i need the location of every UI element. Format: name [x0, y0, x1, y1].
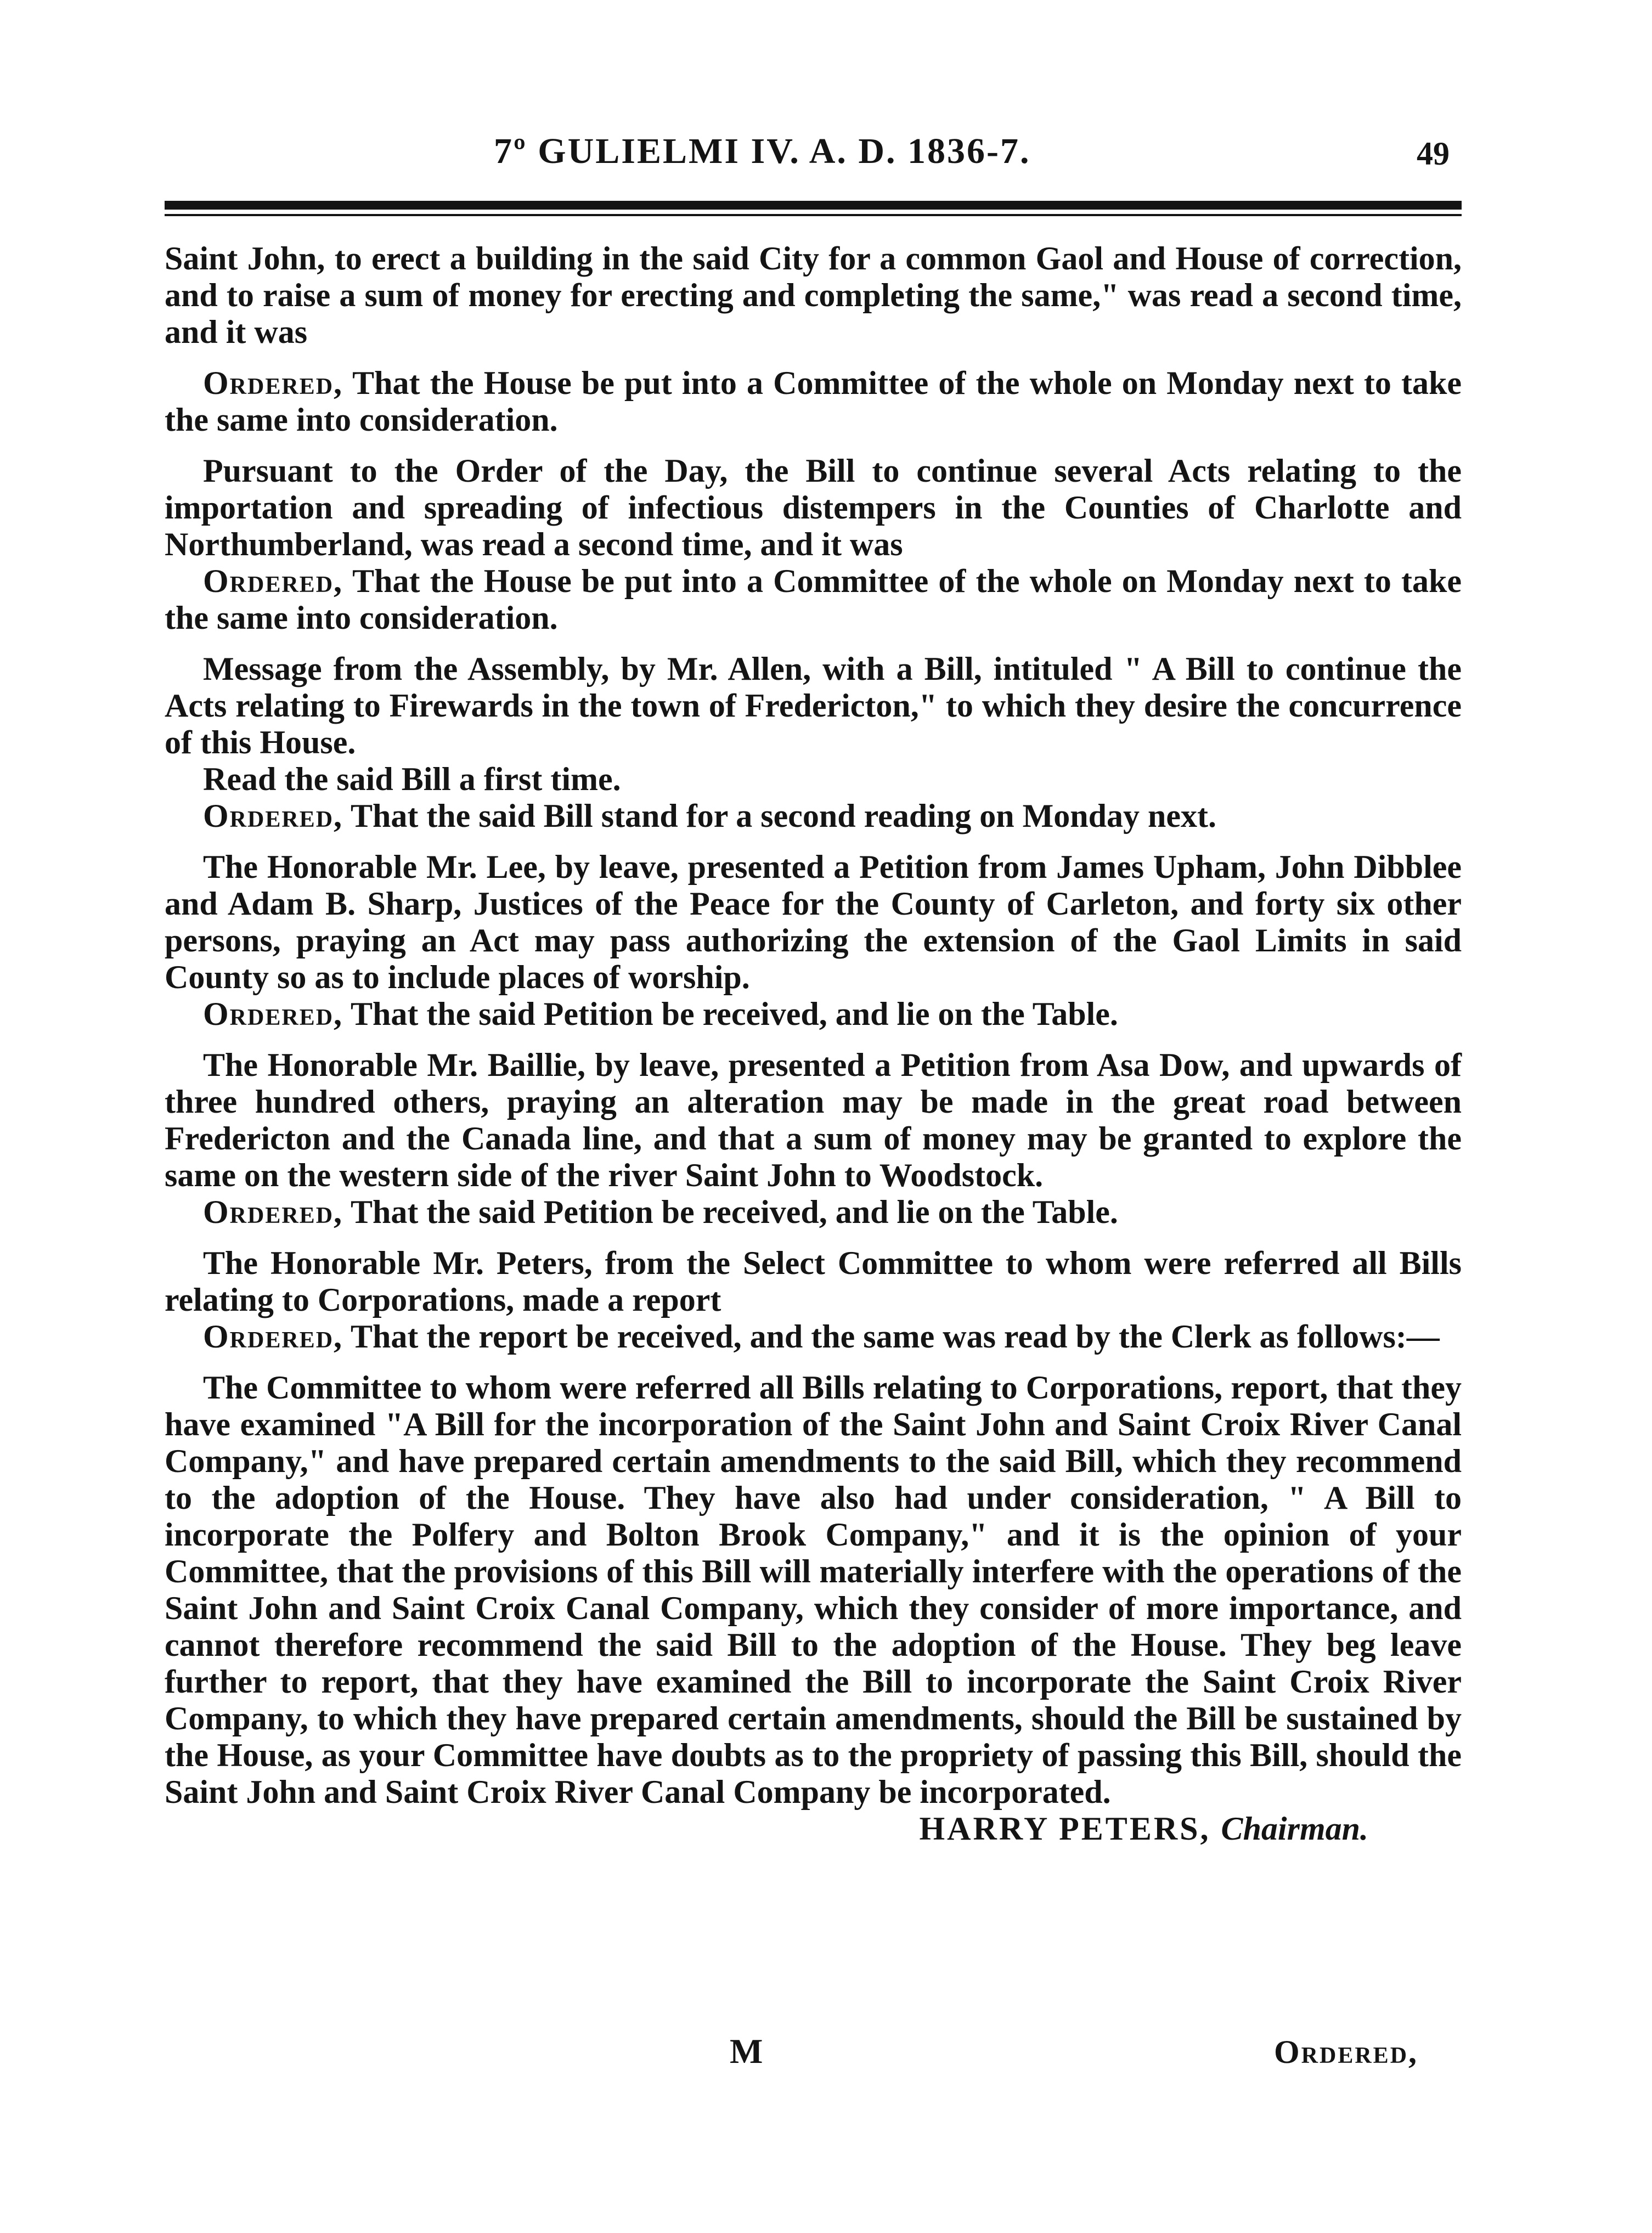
running-title: 7º GULIELMI IV. A. D. 1836-7. [494, 131, 1031, 171]
paragraph-baillie-petition [165, 1047, 1462, 1194]
order-distempers-bill [165, 563, 1462, 636]
order-text: That the said Petition be received, and lie on the Table. [343, 1194, 1118, 1230]
signatory-name: HARRY PETERS, [919, 1811, 1211, 1847]
paragraph-text: Message from the Assembly, by Mr. Allen, with a Bill, intituled " A Bill to continue the Acts relating to Firewards in the town of Fredericton," to which they desire the concurrence of this House. [165, 651, 1462, 760]
paragraph-lee-petition [165, 849, 1462, 996]
signature-mark: M [730, 2032, 763, 2071]
ordered-word: Ordered, [203, 798, 343, 834]
header-rule-thick [165, 201, 1462, 210]
paragraph-text: The Honorable Mr. Baillie, by leave, presented a Petition from Asa Dow, and upwards of three hundred others, praying an alteration may be made in the great road between Fredericton and the Canada line, and that a sum of money may be granted to explore the same on the western side of the river Saint John to Woodstock. [165, 1047, 1462, 1193]
order-baillie-petition [165, 1194, 1462, 1231]
order-text: That the said Bill stand for a second reading on Monday next. [343, 798, 1216, 834]
body-text [165, 240, 1462, 1847]
header-rule-thin [165, 214, 1462, 216]
paragraph-firewards-message [165, 651, 1462, 761]
catchword: Ordered, [1274, 2034, 1419, 2070]
paragraph-text: Read the said Bill a first time. [203, 761, 621, 797]
ordered-word: Ordered, [203, 1194, 343, 1230]
order-text: That the House be put into a Committee of the whole on Monday next to take the same into consideration. [165, 365, 1462, 438]
order-text: That the said Petition be received, and lie on the Table. [343, 996, 1118, 1032]
committee-report [165, 1369, 1462, 1811]
paragraph-text: The Honorable Mr. Lee, by leave, presented a Petition from James Upham, John Dibblee and Adam B. Sharp, Justices of the Peace for the County of Carleton, and forty six other persons, praying an Act may pass authorizing the extension of the Gaol Limits in said County so as to include places of worship. [165, 849, 1462, 995]
order-gaol-bill [165, 365, 1462, 438]
paragraph-text: Pursuant to the Order of the Day, the Bill to continue several Acts relating to the importation and spreading of infectious distempers in the Counties of Charlotte and Northumberland, was read a second time, and it was [165, 453, 1462, 562]
order-peters-report [165, 1318, 1462, 1355]
ordered-word: Ordered, [203, 1318, 343, 1355]
order-lee-petition [165, 996, 1462, 1033]
signatory-role: Chairman. [1221, 1811, 1368, 1847]
ordered-word: Ordered, [203, 365, 343, 401]
report-text: The Committee to whom were referred all Bills relating to Corporations, report, that they have examined "A Bill for the incorporation of the Saint John and Saint Croix River Canal Company," and have prepared certain amendments to the said Bill, which they recommend to the adoption of the House. They have also had under consideration, " A Bill to incorporate the Polfery and Bolton Brook Company," and it is the opinion of your Committee, that the provisions of this Bill will materially interfere with the operations of the Saint John and Saint Croix Canal Company, which they consider of more importance, and cannot therefore recommend the said Bill to the adoption of the House. They beg leave further to report, that they have examined the Bill to incorporate the Saint Croix River Company, to which they have prepared certain amendments, should the Bill be sustained by the House, as your Committee have doubts as to the propriety of passing this Bill, should the Saint John and Saint Croix River Canal Company be incorporated. [165, 1369, 1462, 1810]
ordered-word: Ordered, [203, 563, 343, 599]
order-firewards-bill [165, 798, 1462, 834]
paragraph-distempers-bill [165, 453, 1462, 563]
page-number: 49 [1417, 136, 1450, 172]
ordered-word: Ordered, [203, 996, 343, 1032]
first-reading-line [165, 761, 1462, 798]
report-signature [165, 1811, 1462, 1847]
order-text: That the report be received, and the same was read by the Clerk as follows:— [343, 1318, 1440, 1355]
paragraph-gaol-bill [165, 240, 1462, 351]
paragraph-text: The Honorable Mr. Peters, from the Select Committee to whom were referred all Bills relating to Corporations, made a report [165, 1245, 1462, 1318]
paragraph-text: Saint John, to erect a building in the said City for a common Gaol and House of correction, and to raise a sum of money for erecting and completing the same," was read a second time, and it was [165, 240, 1462, 350]
paragraph-peters-report [165, 1245, 1462, 1318]
order-text: That the House be put into a Committee of the whole on Monday next to take the same into consideration. [165, 563, 1462, 636]
